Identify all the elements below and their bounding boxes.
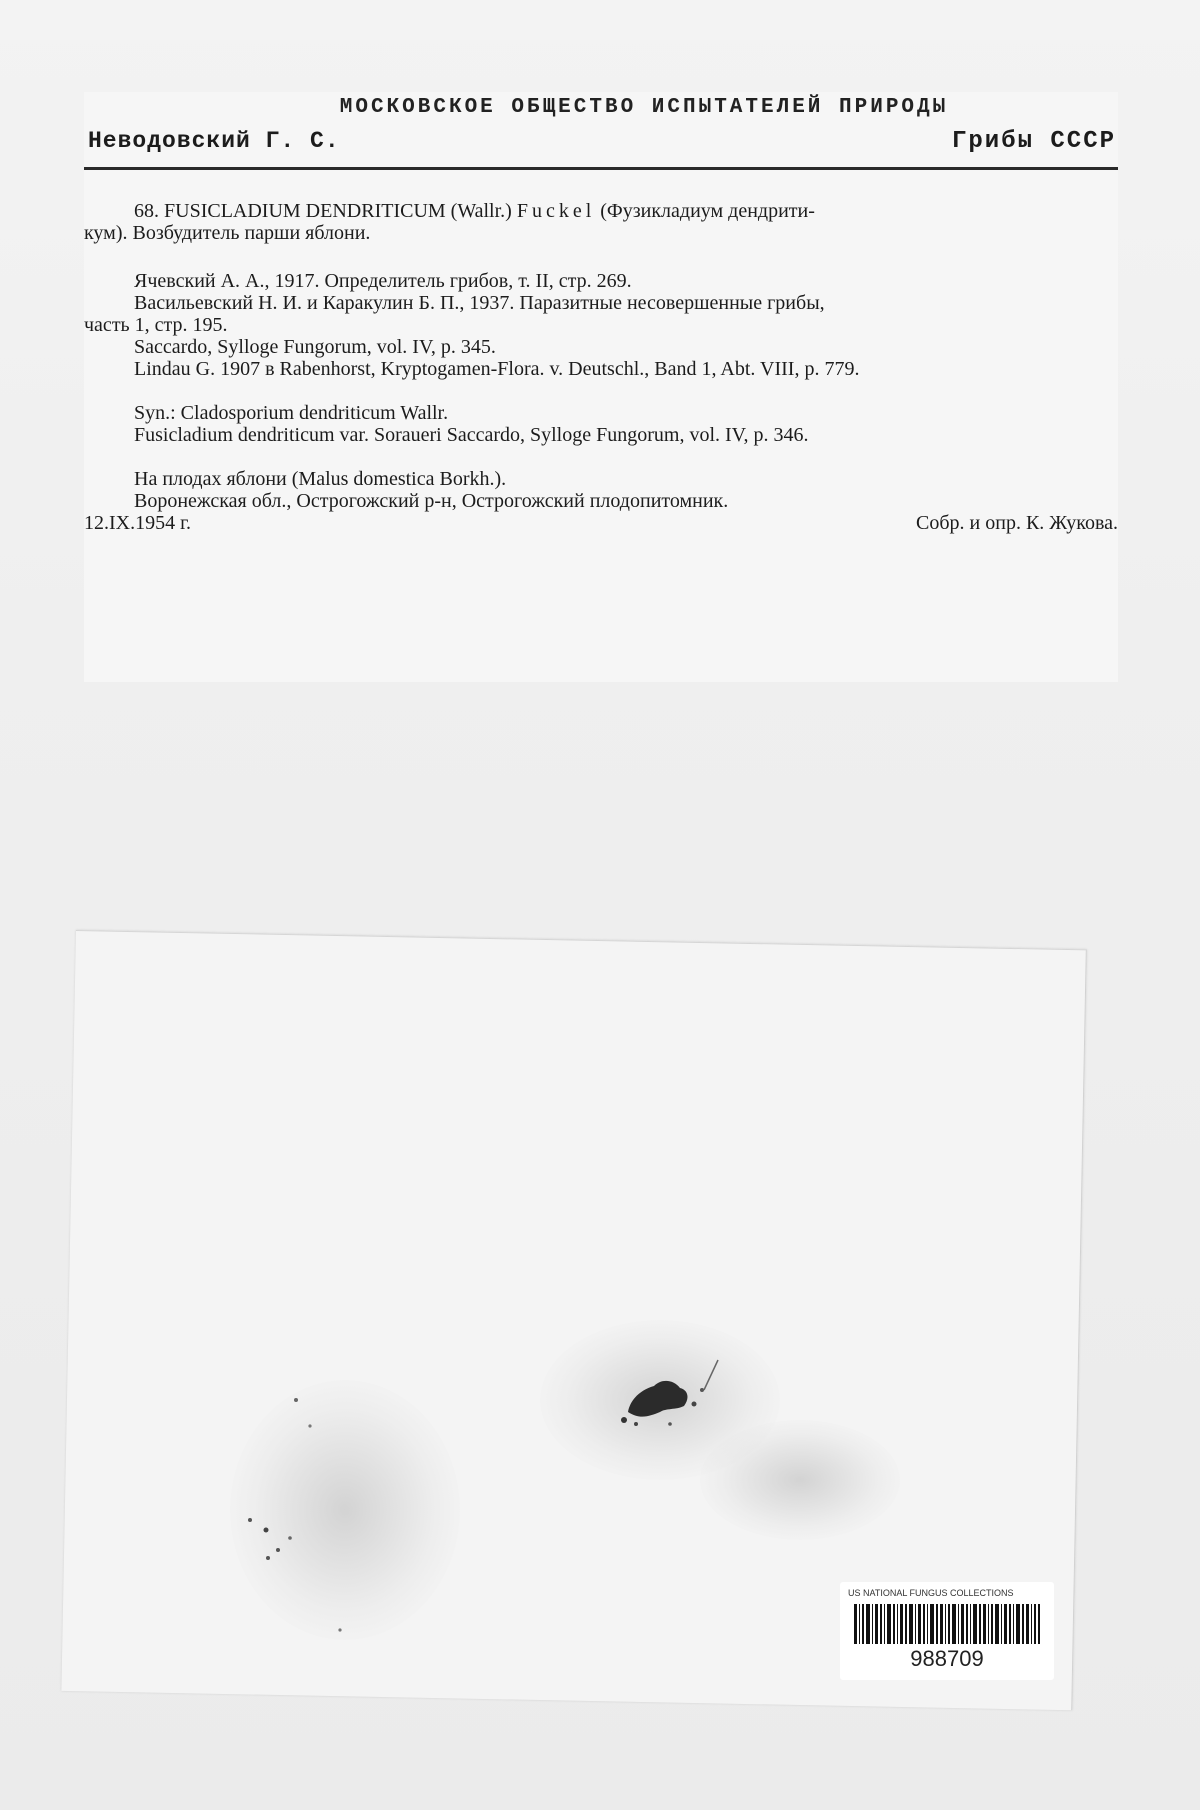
reference-1: Ячевский А. А., 1917. Определитель грибов, т. II, стр. 269. <box>134 270 632 292</box>
stain-right <box>700 1420 900 1540</box>
species-number: 68. <box>134 200 159 222</box>
label-body <box>84 200 1118 536</box>
reference-2-cont: часть 1, стр. 195. <box>84 314 228 336</box>
species-common-name-1: (Фузикладиум дендрити- <box>600 200 815 222</box>
header-rule <box>84 167 1118 170</box>
specimen-label <box>84 92 1118 682</box>
barcode-icon <box>854 1604 1040 1644</box>
synonym-2: Fusicladium dendriticum var. Sorauerі Saccardo, Sylloge Fungorum, vol. IV, p. 346. <box>134 424 809 446</box>
species-author: Fuckel <box>516 200 596 222</box>
series-title: Грибы СССР <box>951 128 1116 155</box>
species-heading <box>84 200 1118 222</box>
label-author: Неводовский Г. С. <box>88 128 340 154</box>
society-name: МОСКОВСКОЕ ОБЩЕСТВО ИСПЫТАТЕЛЕЙ ПРИРОДЫ <box>339 96 949 119</box>
reference-2: Васильевский Н. И. и Каракулин Б. П., 1937. Паразитные несовершенные грибы, <box>134 292 825 314</box>
collector: Собр. и опр. К. Жукова. <box>916 512 1118 534</box>
species-name: FUSICLADIUM DENDRITICUM <box>164 200 446 222</box>
locality: Воронежская обл., Острогожский р-н, Острогожский плодопитомник. <box>134 490 729 512</box>
synonym-1: Syn.: Cladosporium dendriticum Wallr. <box>134 402 449 424</box>
date-collector-line <box>84 512 1118 536</box>
scattered-spots <box>220 1380 420 1640</box>
barcode-number: 988709 <box>910 1646 984 1671</box>
substrate: На плодах яблони (Malus domestica Borkh.). <box>134 468 507 490</box>
reference-3: Saccardo, Sylloge Fungorum, vol. IV, p. 345. <box>134 336 496 358</box>
species-author-abbr: (Wallr.) <box>450 200 512 222</box>
collection-date: 12.IX.1954 г. <box>84 512 192 534</box>
barcode-label <box>840 1582 1054 1680</box>
species-common-name-2: кум). Возбудитель парши яблони. <box>84 222 371 244</box>
barcode-collection-title: US NATIONAL FUNGUS COLLECTIONS <box>848 1588 1014 1598</box>
apple-scab-specimen <box>610 1350 730 1450</box>
reference-4: Lindau G. 1907 в Rabenhorst, Kryptogamen-Flora. v. Deutschl., Band 1, Abt. VIII, p. 779. <box>134 358 860 380</box>
